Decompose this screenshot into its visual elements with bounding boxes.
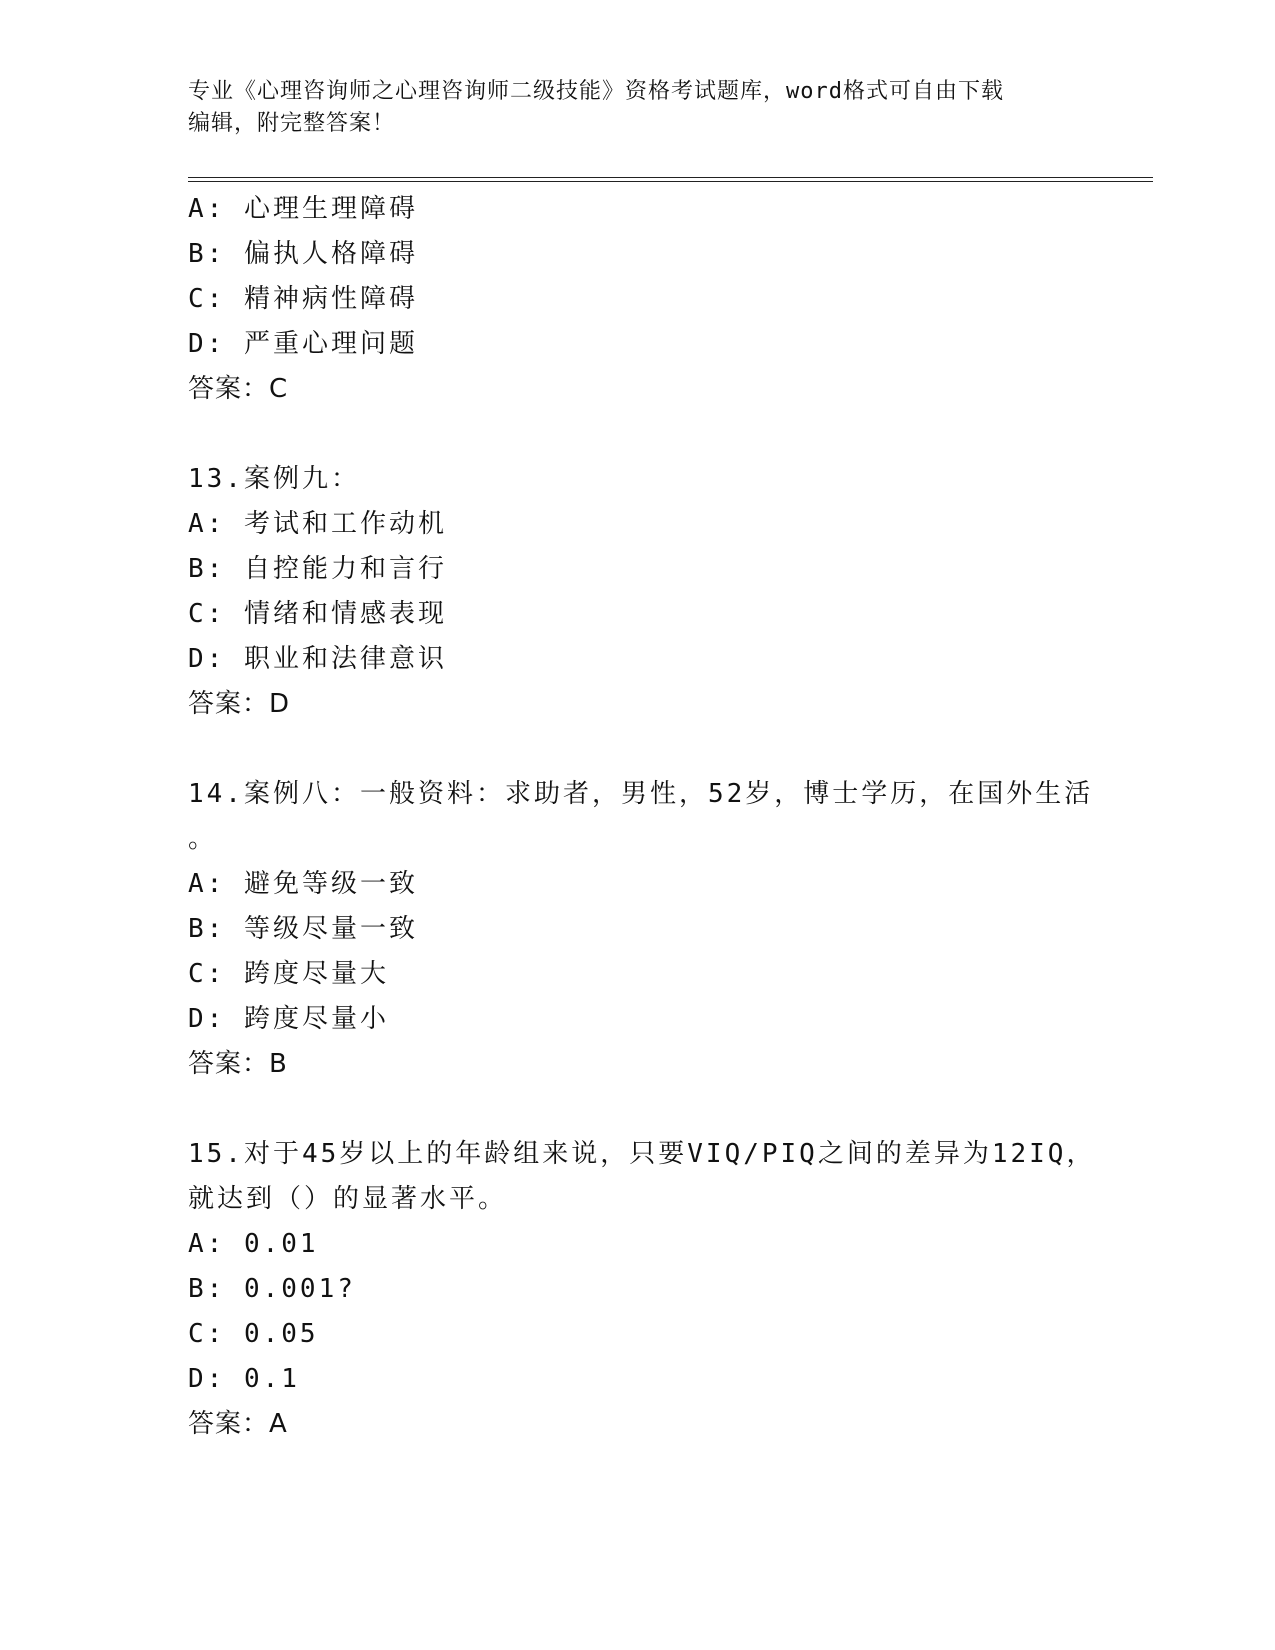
q13-option-a: A: 考试和工作动机 (188, 509, 447, 539)
header-divider-top (188, 177, 1153, 178)
q12-answer: 答案：C (188, 374, 289, 404)
q13-option-b: B: 自控能力和言行 (188, 554, 447, 584)
q13-answer: 答案：D (188, 689, 291, 719)
q14-option-a: A: 避免等级一致 (188, 869, 418, 899)
q14-stem-continued: 。 (188, 824, 218, 854)
q15-answer: 答案：A (188, 1409, 288, 1439)
document-header (188, 76, 1088, 140)
q12-option-d: D: 严重心理问题 (188, 329, 418, 359)
q15-option-d: D: 0.1 (188, 1364, 300, 1394)
q15-stem-continued: 就达到（）的显著水平。 (188, 1184, 508, 1214)
q13-stem: 13.案例九： (188, 464, 360, 494)
q13-option-d: D: 职业和法律意识 (188, 644, 447, 674)
q12-option-a: A: 心理生理障碍 (188, 194, 418, 224)
q14-stem: 14.案例八：一般资料：求助者，男性，52岁，博士学历，在国外生活 (188, 779, 1094, 809)
header-line-1: 专业《心理咨询师之心理咨询师二级技能》资格考试题库，word格式可自由下载 (188, 79, 1004, 104)
q14-option-c: C: 跨度尽量大 (188, 959, 389, 989)
q14-answer: 答案：B (188, 1049, 288, 1079)
header-divider-bottom (188, 181, 1153, 182)
q12-option-b: B: 偏执人格障碍 (188, 239, 418, 269)
q15-option-b: B: 0.001? (188, 1274, 356, 1304)
q15-stem: 15.对于45岁以上的年龄组来说，只要VIQ/PIQ之间的差异为12IQ， (188, 1139, 1096, 1169)
q15-option-a: A: 0.01 (188, 1229, 319, 1259)
q14-option-d: D: 跨度尽量小 (188, 1004, 389, 1034)
q14-option-b: B: 等级尽量一致 (188, 914, 418, 944)
q12-option-c: C: 精神病性障碍 (188, 284, 418, 314)
q13-option-c: C: 情绪和情感表现 (188, 599, 447, 629)
q15-option-c: C: 0.05 (188, 1319, 319, 1349)
header-line-2: 编辑，附完整答案！ (188, 111, 396, 136)
